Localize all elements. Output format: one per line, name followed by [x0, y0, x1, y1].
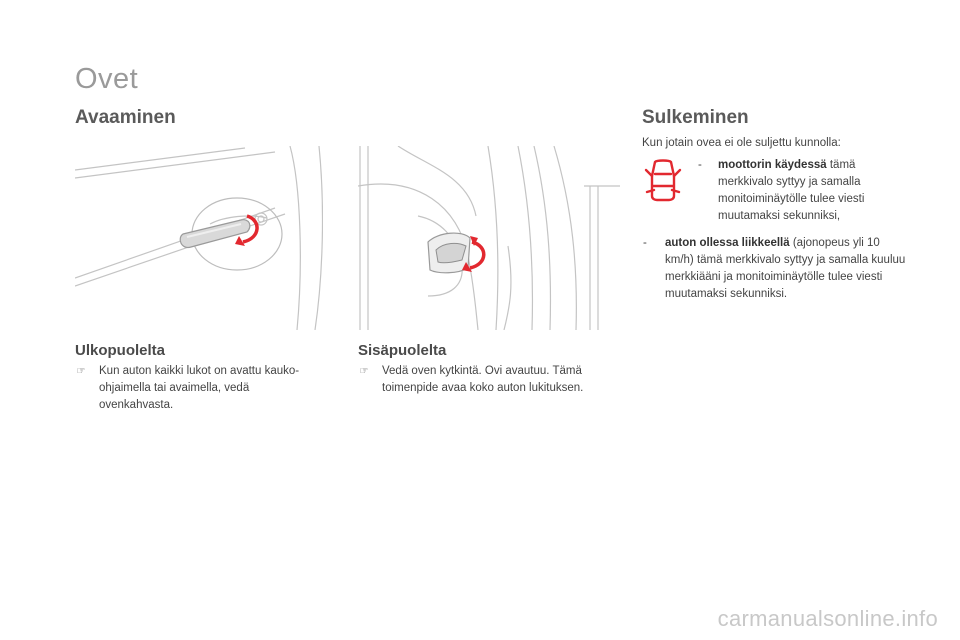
closing-item-2	[643, 235, 908, 303]
closing-item-1-body	[718, 157, 898, 225]
outside-instructions	[75, 363, 315, 414]
page-title: Ovet	[75, 63, 139, 95]
closing-intro: Kun jotain ovea ei ole suljettu kunnolla:	[642, 137, 841, 149]
closing-item-1	[698, 157, 898, 225]
closing-item-1-bold: moottorin käydessä	[718, 159, 827, 171]
watermark: carmanualsonline.info	[717, 606, 938, 631]
closing-item-2-body	[665, 235, 908, 303]
section-title-sulkeminen: Sulkeminen	[642, 107, 749, 128]
closing-item-1-text: tämä merkkivalo syttyy ja samalla monitoiminäytölle tulee viesti muutamaksi sekunniksi,	[718, 159, 865, 222]
outside-text: Kun auton kaikki lukot on avattu kauko-ohjaimella tai avaimella, vedä ovenkahvasta.	[99, 365, 300, 411]
interior-handle-illustration	[358, 146, 620, 330]
hand-pointer-icon: ☞	[359, 366, 369, 377]
exterior-handle-illustration	[75, 146, 323, 330]
closing-item-2-text: (ajonopeus yli 10 km/h) tämä merkkivalo syttyy ja samalla kuuluu merkkiääni ja monitoiminäytölle tulee viesti muutamaksi sekunniksi.	[665, 237, 906, 300]
section-title-avaaminen: Avaaminen	[75, 107, 176, 128]
hand-pointer-icon: ☞	[76, 366, 86, 377]
door-open-warning-icon	[643, 158, 683, 204]
subsection-title-outside: Ulkopuolelta	[75, 342, 166, 359]
closing-item-2-bold: auton ollessa liikkeellä	[665, 237, 790, 249]
inside-instructions	[358, 363, 620, 397]
inside-text: Vedä oven kytkintä. Ovi avautuu. Tämä toimenpide avaa koko auton lukituksen.	[382, 365, 584, 394]
dash-mark: -	[643, 237, 647, 249]
dash-mark: -	[698, 159, 702, 171]
subsection-title-inside: Sisäpuolelta	[358, 342, 447, 359]
